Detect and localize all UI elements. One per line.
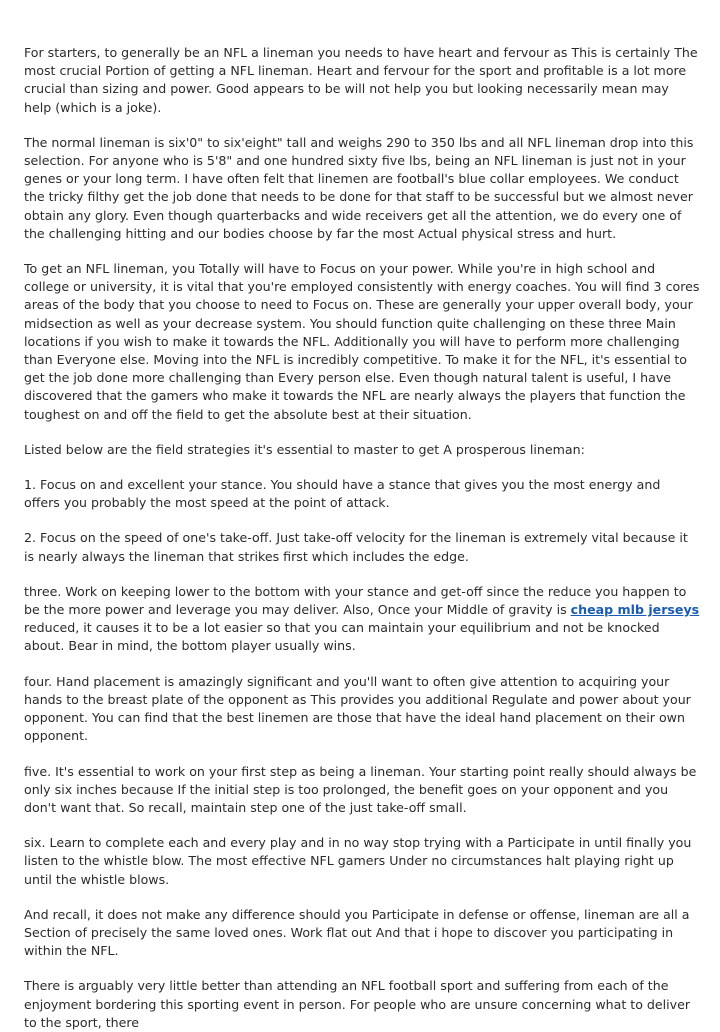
tip-3-text-after: reduced, it causes it to be a lot easier so that you can maintain your equilibrium and not be knocked about. Bear in mind, the bottom player usually wins. <box>24 620 660 654</box>
paragraph-conclusion: And recall, it does not make any difference should you Participate in defense or offense, lineman are all a Section of precisely the same loved ones. Work flat out And that i hope to discover you participating in within the NFL. <box>24 906 690 959</box>
paragraph-strategies-intro: Listed below are the field strategies it's essential to master to get A prosperous lineman: <box>24 441 585 457</box>
tip-3-text-before: three. Work on keeping lower to the bottom with your stance and get-off since the reduce you happen to be the more power and leverage you may deliver. Also, Once your Middle of gravity is <box>24 583 687 618</box>
paragraph-tip-3 <box>24 583 700 656</box>
paragraph-tip-6: six. Learn to complete each and every play and in no way stop trying with a Participate in until finally you listen to the whistle blow. The most effective NFL gamers Under no circumstances halt playing right up until the whistle blows. <box>24 835 692 887</box>
cheap-mlb-jerseys-link[interactable]: cheap mlb jerseys <box>570 602 700 618</box>
paragraph-size: The normal lineman is six'0" to six'eight" tall and weighs 290 to 350 lbs and all NFL lineman drop into this selection. For anyone who is 5'8" and one hundred sixty five lbs, being an NFL lineman is just not in your genes or your long term. I have often felt that linemen are football's blue collar employees. We conduct the tricky filthy get the job done that needs to be done for that staff to be successful but we almost never obtain any glory. Even though quarterbacks and wide receivers get all the attention, we do every one of the challenging hitting and our bodies choose by far the most Actual physical stress and hurt. <box>24 134 694 241</box>
paragraph-attending-game: There is arguably very little better than attending an NFL football sport and suffering from each of the enjoyment bordering this sporting event in person. For people who are unsure concerning what to deliver to the sport, there <box>24 978 691 1030</box>
article-body <box>24 44 700 1032</box>
paragraph-tip-4: four. Hand placement is amazingly significant and you'll want to often give attention to acquiring your hands to the breast plate of the opponent as This provides you additional Regulate and power about your opponent. You can find that the best linemen are those that have the ideal hand placement on their own opponent. <box>24 673 691 744</box>
paragraph-intro: For starters, to generally be an NFL a lineman you needs to have heart and fervour as This is certainly The most crucial Portion of getting a NFL lineman. Heart and fervour for the sport and profitable is a lot more crucial than sizing and power. Good appears to be will not help you but looking necessarily mean may help (which is a joke). <box>24 45 698 115</box>
paragraph-tip-2: 2. Focus on the speed of one's take-off. Just take-off velocity for the lineman is extremely vital because it is nearly always the lineman that strikes first which includes the edge. <box>24 530 688 564</box>
paragraph-tip-5: five. It's essential to work on your first step as being a lineman. Your starting point really should always be only six inches because If the initial step is too prolonged, the benefit goes on your opponent and you don't want that. So recall, maintain step one of the just take-off small. <box>24 763 697 815</box>
paragraph-tip-1: 1. Focus on and excellent your stance. You should have a stance that gives you the most energy and offers you probably the most speed at the point of attack. <box>24 477 661 511</box>
paragraph-training: To get an NFL lineman, you Totally will have to Focus on your power. While you're in high school and college or university, it is vital that you're employed consistently with energy coaches. You will find 3 cores areas of the body that you choose to need to Focus on. These are generally your upper overall body, your midsection as well as your decrease system. You should function quite challenging on these three Main locations if you wish to make it towards the NFL. Additionally you will have to perform more challenging than Everyone else. Moving into the NFL is incredibly competitive. To make it for the NFL, it's essential to get the job done more challenging than Every person else. Even though natural talent is useful, I have discovered that the gamers who make it towards the NFL are nearly always the players that function the toughest on and off the field to get the absolute best at their situation. <box>24 261 700 422</box>
